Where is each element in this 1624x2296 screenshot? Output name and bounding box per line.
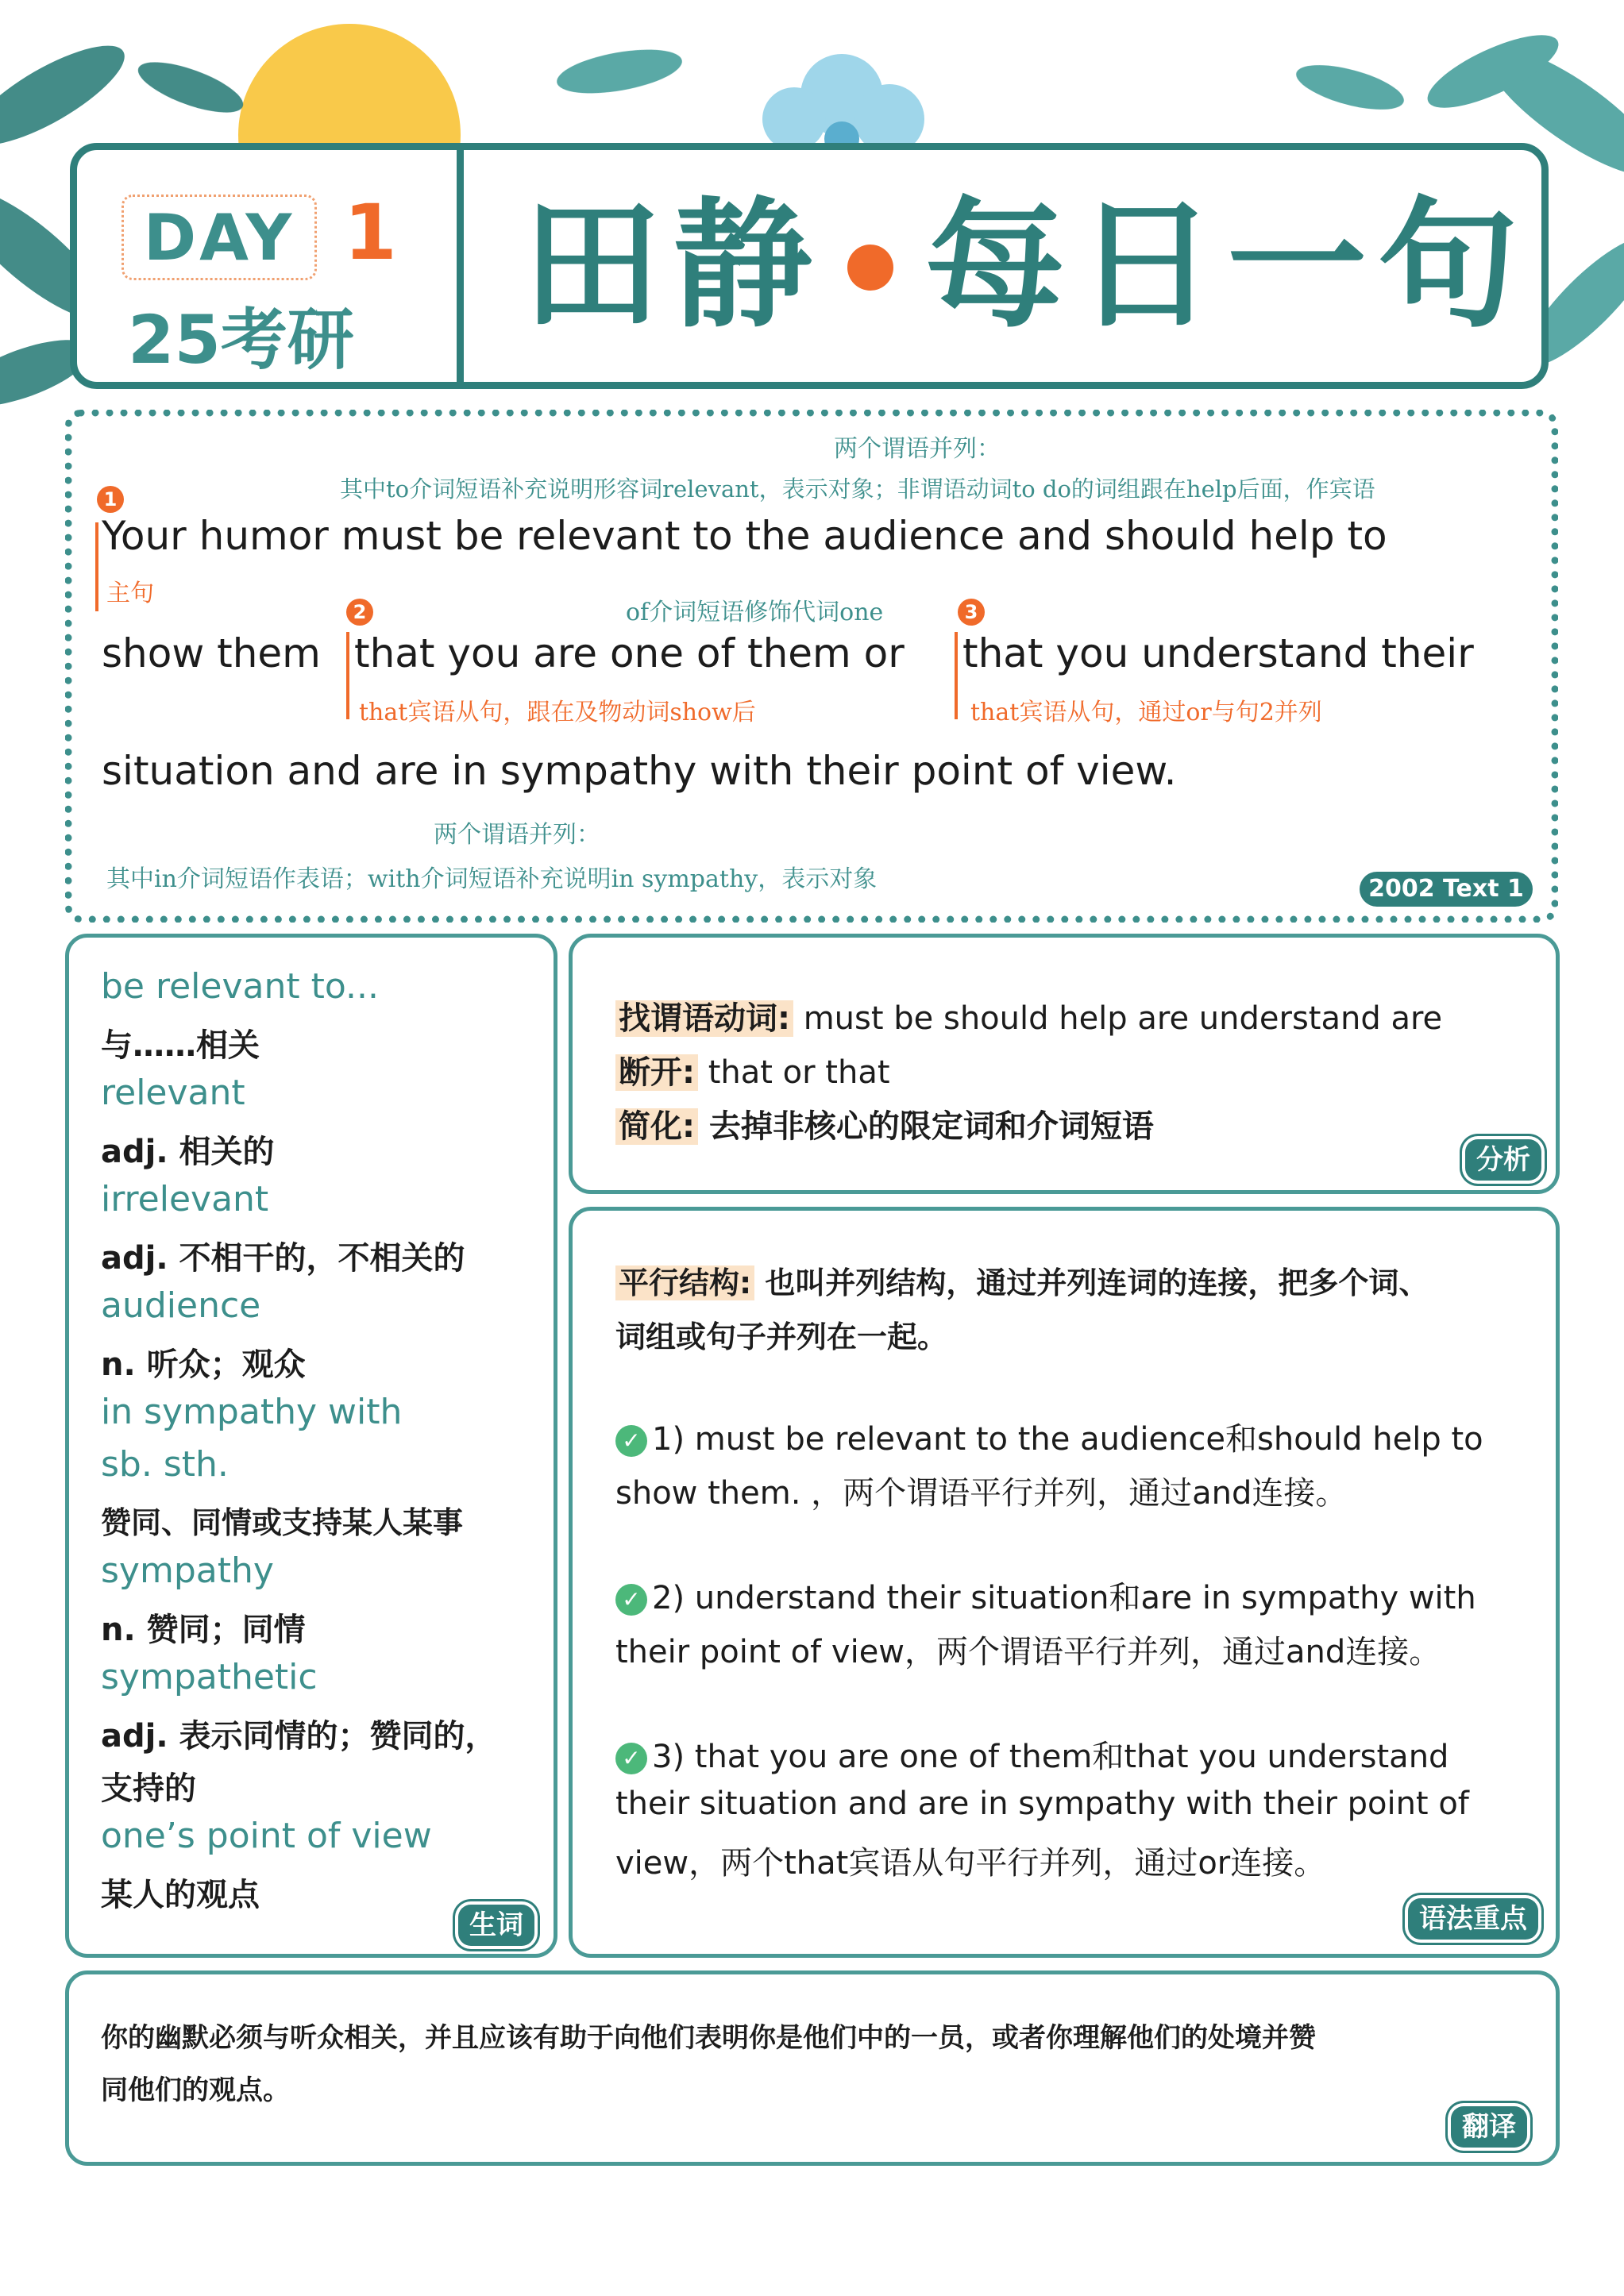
predicate-note-1-body: 其中to介词短语补充说明形容词relevant，表示对象；非谓语动词to do的词组跟在help后面，作宾语 <box>340 476 1375 503</box>
grammar-box <box>569 1207 1560 1958</box>
grammar-point-2: ✓ 2) understand their situation和are in sympathy with <box>615 1573 1476 1618</box>
marker-1-bar <box>95 522 98 611</box>
analysis-line-3 <box>615 1101 1154 1146</box>
vocab-term: relevant <box>101 1073 245 1113</box>
grammar-tag: 语法重点 <box>1408 1898 1538 1940</box>
sentence-line-2c: that you understand their <box>962 630 1474 676</box>
parallel-label: 平行结构: <box>615 1265 754 1300</box>
translation-box <box>65 1970 1560 2166</box>
vocab-meaning: 赞同、同情或支持某人某事 <box>101 1505 464 1540</box>
parallel-text: 也叫并列结构，通过并列连词的连接，把多个词、 <box>754 1265 1429 1300</box>
simplify-label: 简化: <box>615 1108 698 1145</box>
sentence-line-2b: that you are one of them or <box>354 630 905 676</box>
grammar-point-3: ✓ 3) that you are one of them和that you understand <box>615 1732 1448 1777</box>
break-label: 断开: <box>615 1054 698 1091</box>
vocab-meaning: 某人的观点 <box>101 1877 260 1913</box>
vocab-meaning-line-2: 支持的 <box>101 1770 196 1807</box>
analysis-box <box>569 934 1560 1194</box>
break-text: that or that <box>698 1054 890 1091</box>
vocab-meaning: adj. 不相干的，不相关的 <box>101 1240 465 1277</box>
vocab-box <box>65 934 557 1958</box>
vocab-meaning: adj. 表示同情的；赞同的， <box>101 1718 497 1755</box>
vocab-term: sympathy <box>101 1551 274 1591</box>
predicate-note-2-title: 两个谓语并列： <box>434 821 600 849</box>
grammar-point-1: ✓ 1) must be relevant to the audience和should help to <box>615 1414 1483 1459</box>
page-title <box>522 179 1529 353</box>
analysis-line-2 <box>615 1047 890 1092</box>
vocab-term: audience <box>101 1285 261 1326</box>
vocab-term: irrelevant <box>101 1179 269 1219</box>
analysis-tag: 分析 <box>1465 1139 1541 1181</box>
predicate-note-2-body: 其中in介词短语作表语；with介词短语补充说明in sympathy，表示对象 <box>106 865 878 893</box>
predicate-label: 找谓语动词: <box>615 1000 793 1037</box>
sentence-line-2a: show them <box>102 630 321 676</box>
title-part-1: 田静 <box>522 184 824 347</box>
marker-2: 2 <box>346 599 373 626</box>
marker-3: 3 <box>958 599 985 626</box>
header-divider <box>457 143 464 389</box>
vocab-meaning: n. 赞同；同情 <box>101 1612 306 1648</box>
translation-line-2: 同他们的观点。 <box>101 2074 290 2106</box>
of-phrase-note: of介词短语修饰代词one <box>626 599 884 626</box>
vocab-term: one’s point of view <box>101 1816 432 1856</box>
clause-3-note: that宾语从句，通过or与句2并列 <box>970 699 1322 726</box>
translation-line-1: 你的幽默必须与听众相关，并且应该有助于向他们表明你是他们中的一员，或者你理解他们的处境并赞 <box>101 2022 1316 2054</box>
marker-1: 1 <box>97 486 124 513</box>
title-part-2: 每日一句 <box>925 184 1529 347</box>
source-tag: 2002 Text 1 <box>1360 872 1533 907</box>
vocab-meaning: adj. 相关的 <box>101 1134 275 1170</box>
translation-tag: 翻译 <box>1451 2106 1527 2148</box>
exam-label: 25考研 <box>128 301 354 379</box>
vocab-term: sympathetic <box>101 1657 318 1697</box>
grammar-intro-line-1 <box>615 1258 1429 1302</box>
grammar-point-3-cont: their situation and are in sympathy with their point of <box>615 1786 1469 1822</box>
sentence-line-1: Your humor must be relevant to the audience and should help to <box>102 513 1387 559</box>
grammar-point-3-cont-2: view，两个that宾语从句平行并列，通过or连接。 <box>615 1845 1326 1882</box>
marker-2-bar <box>346 632 349 719</box>
vocab-term: be relevant to... <box>101 966 379 1007</box>
clause-2-note: that宾语从句，跟在及物动词show后 <box>359 699 756 726</box>
vocab-tag: 生词 <box>458 1905 534 1946</box>
header-card <box>70 143 1549 389</box>
simplify-text: 去掉非核心的限定词和介词短语 <box>698 1108 1154 1145</box>
vocab-term-line-2: sb. sth. <box>101 1444 229 1485</box>
vocab-meaning: n. 听众；观众 <box>101 1346 306 1383</box>
analysis-line-1 <box>615 993 1442 1038</box>
predicate-note-1-title: 两个谓语并列： <box>834 435 1001 463</box>
predicate-text: must be should help are understand are <box>793 1000 1443 1037</box>
flower-decoration <box>762 54 924 156</box>
title-dot <box>847 245 893 291</box>
day-label: DAY <box>122 195 317 280</box>
check-icon: ✓ <box>615 1425 647 1457</box>
marker-3-bar <box>955 632 958 719</box>
check-icon: ✓ <box>615 1743 647 1774</box>
vocab-term: in sympathy with <box>101 1392 403 1432</box>
grammar-intro-line-2: 词组或句子并列在一起。 <box>615 1319 948 1354</box>
sentence-line-3: situation and are in sympathy with their point of view. <box>102 748 1177 794</box>
vocab-meaning: 与……相关 <box>101 1027 260 1064</box>
main-clause-label: 主句 <box>106 580 154 607</box>
grammar-point-2-cont: their point of view，两个谓语平行并列，通过and连接。 <box>615 1634 1441 1670</box>
check-icon: ✓ <box>615 1584 647 1616</box>
day-number: 1 <box>344 188 397 277</box>
grammar-point-1-cont: show them. ，两个谓语平行并列，通过and连接。 <box>615 1475 1348 1512</box>
